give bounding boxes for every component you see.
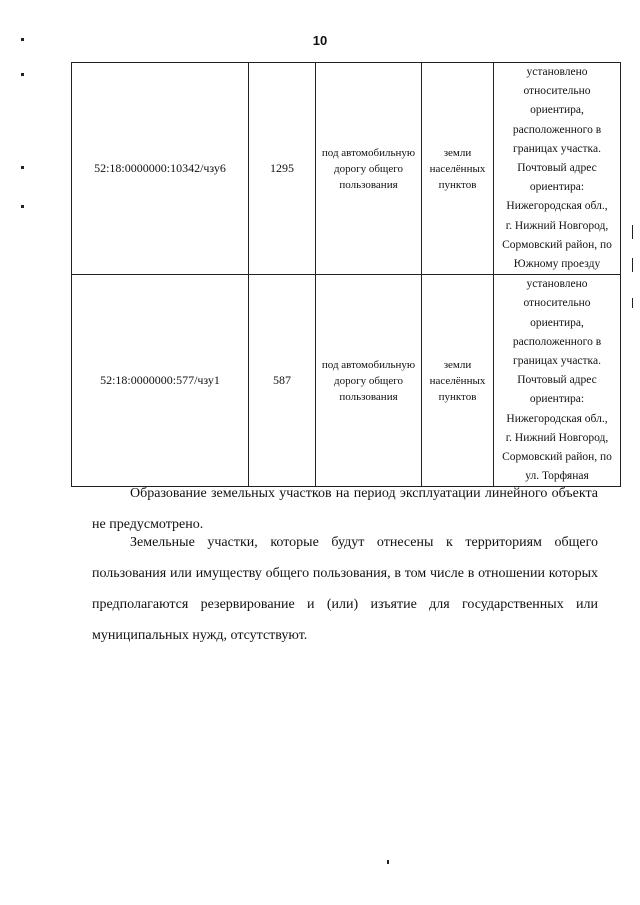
location-line: г. Нижний Новгород, [505, 219, 609, 232]
permitted-use-cell: под автомобильную дорогу общего пользования [316, 275, 422, 487]
location-line: ориентира: [529, 181, 585, 194]
location-line: Нижегородская обл., [506, 412, 608, 425]
paragraph-public-use: Земельные участки, которые будут отнесены к территориям общего пользования или имуществу общего пользования, в том числе в отношении которых предполагаются резервирование и (или) изъятие для государственных или муниципальных нужд, отсутствуют. [92, 535, 598, 643]
scan-mark-right-2 [632, 258, 633, 272]
land-category-cell: земли населённых пунктов [422, 63, 494, 275]
scan-mark-right-1 [632, 225, 633, 239]
page-number: 10 [312, 33, 328, 48]
location-line: ориентира, [530, 104, 584, 117]
table-row [72, 275, 621, 487]
location-line: установлено [526, 66, 588, 78]
scan-mark-left-3 [21, 166, 24, 169]
location-line: Нижегородская обл., [506, 200, 608, 213]
location-line: Сормовский район, по [502, 451, 612, 464]
paragraph-formation: Образование земельных участков на период эксплуатации линейного объекта не предусмотрено. [92, 486, 598, 532]
location-line: Почтовый адрес [517, 374, 597, 387]
location-line: относительно [523, 85, 591, 98]
location-line: Южному проезду [513, 258, 601, 271]
scan-mark-left-1 [21, 38, 24, 41]
location-line: ориентира, [530, 316, 584, 329]
location-line: установлено [526, 278, 588, 291]
location-cell [494, 275, 621, 487]
scan-mark-bottom [387, 860, 389, 864]
location-line: г. Нижний Новгород, [505, 431, 609, 444]
location-line: ориентира: [529, 393, 585, 406]
location-line: Почтовый адрес [517, 162, 597, 175]
location-line: границах участка. [513, 142, 601, 155]
location-line: относительно [523, 297, 591, 310]
permitted-use-cell: под автомобильную дорогу общего пользования [316, 63, 422, 275]
location-line: Сормовский район, по [502, 238, 612, 251]
area-cell: 587 [249, 275, 316, 487]
cadastral-number-cell: 52:18:0000000:577/чзу1 [72, 275, 249, 487]
scan-mark-right-3 [632, 298, 633, 308]
scan-mark-left-2 [21, 73, 24, 76]
area-cell: 1295 [249, 63, 316, 275]
location-line: расположенного в [512, 123, 602, 136]
location-line: расположенного в [512, 335, 602, 348]
land-category-cell: земли населённых пунктов [422, 275, 494, 487]
scan-mark-left-4 [21, 205, 24, 208]
table-row [72, 63, 621, 275]
land-plots-table [71, 62, 621, 487]
location-line: границах участка. [513, 355, 601, 368]
location-cell [494, 63, 621, 275]
cadastral-number-cell: 52:18:0000000:10342/чзу6 [72, 63, 249, 275]
location-line: ул. Торфяная [525, 470, 589, 483]
